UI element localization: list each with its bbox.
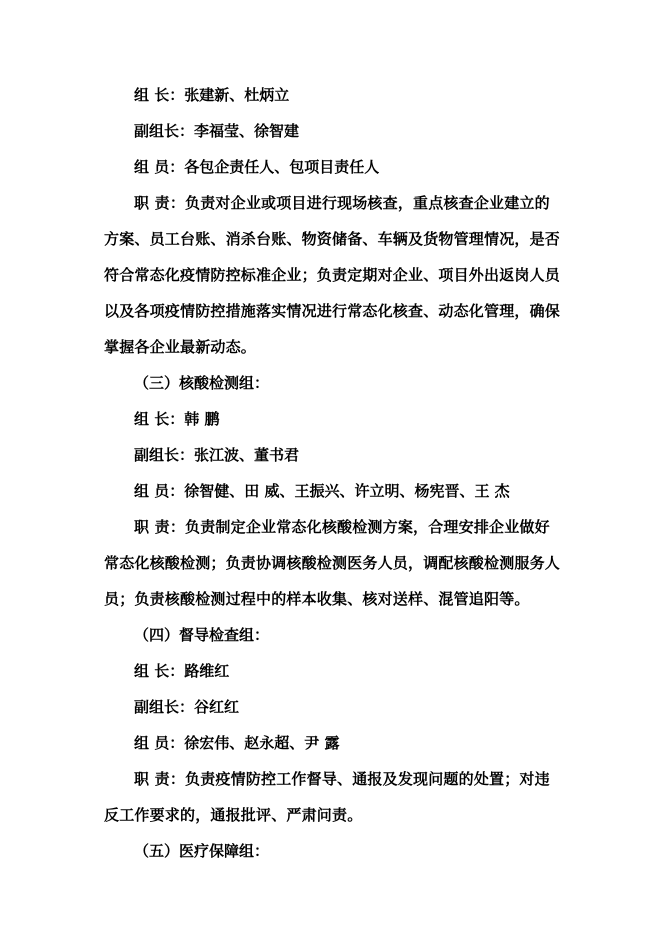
section4-leader: 组 长：路维红 xyxy=(134,662,230,680)
section4-duty-line-1: 职 责：负责疫情防控工作督导、通报及发现问题的处置；对违 xyxy=(134,770,550,788)
document-body xyxy=(104,85,564,877)
section2-duty-line-3: 符合常态化疫情防控标准企业；负责定期对企业、项目外出返岗人员 xyxy=(104,266,561,284)
section2-leader: 组 长：张建新、杜炳立 xyxy=(134,86,290,104)
section3-duty-line-2: 常态化核酸检测；负责协调核酸检测医务人员，调配核酸检测服务人 xyxy=(104,554,561,572)
section3-heading: （三）核酸检测组： xyxy=(134,374,270,392)
section3-deputy: 副组长：张江波、董书君 xyxy=(134,446,300,464)
section2-members: 组 员：各包企责任人、包项目责任人 xyxy=(134,158,380,176)
section4-heading: （四）督导检查组： xyxy=(134,626,270,644)
section3-duty-line-1: 职 责：负责制定企业常态化核酸检测方案，合理安排企业做好 xyxy=(134,518,550,536)
section4-deputy: 副组长：谷红红 xyxy=(134,698,240,716)
section2-deputy: 副组长：李福莹、徐智建 xyxy=(134,122,300,140)
section4-duty-line-2: 反工作要求的，通报批评、严肃问责。 xyxy=(104,806,363,824)
section4-members: 组 员：徐宏伟、赵永超、尹 露 xyxy=(134,734,340,752)
section2-duty-line-1: 职 责：负责对企业或项目进行现场核查，重点核查企业建立的 xyxy=(134,194,550,212)
section2-duty-line-2: 方案、员工台账、消杀台账、物资储备、车辆及货物管理情况，是否 xyxy=(104,230,561,248)
section2-duty-line-4: 以及各项疫情防控措施落实情况进行常态化核查、动态化管理，确保 xyxy=(104,302,561,320)
section3-duty-line-3: 员；负责核酸检测过程中的样本收集、核对送样、混管追阳等。 xyxy=(104,590,530,608)
section3-leader: 组 长：韩 鹏 xyxy=(134,410,220,428)
section3-members: 组 员：徐智健、田 威、王振兴、许立明、杨宪晋、王 杰 xyxy=(134,482,510,500)
section5-heading: （五）医疗保障组： xyxy=(134,842,270,860)
section2-duty-line-5: 掌握各企业最新动态。 xyxy=(104,338,257,356)
